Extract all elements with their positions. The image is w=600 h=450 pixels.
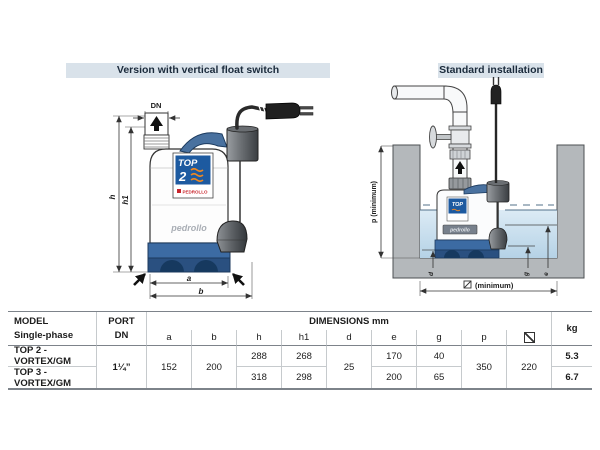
col-header-h1: h1 xyxy=(281,330,326,346)
sticker-top-text: TOP xyxy=(178,158,198,169)
float-ball-small xyxy=(489,228,507,249)
sticker-small-top: TOP xyxy=(451,202,464,208)
vertical-float-pump-diagram xyxy=(100,88,325,303)
cell-g-top3: 65 xyxy=(416,367,461,388)
valve-flange-bottom xyxy=(449,144,471,148)
float-cylinder-top xyxy=(487,181,509,186)
col-header-g: g xyxy=(416,330,461,346)
power-plug-vertical xyxy=(491,85,501,104)
dim-label-p: p (minimum) xyxy=(371,181,378,223)
model-header-line1: MODEL xyxy=(14,315,49,327)
valve-body xyxy=(451,130,469,144)
cell-b: 200 xyxy=(191,346,236,388)
model-header xyxy=(8,312,96,346)
col-header-p: p xyxy=(461,330,506,346)
col-header-a: a xyxy=(146,330,191,346)
valve-handwheel xyxy=(430,126,437,148)
pump-base-upper xyxy=(148,243,230,258)
dim-label-dn: DN xyxy=(150,101,162,110)
dim-label-g: g xyxy=(523,272,530,276)
cell-h1-top2: 268 xyxy=(281,346,326,367)
port-header-line2: DN xyxy=(114,329,129,341)
cell-h-top2: 288 xyxy=(236,346,281,367)
cell-kg-top3: 6.7 xyxy=(551,367,592,388)
cell-h1-top3: 298 xyxy=(281,367,326,388)
cylinder-top xyxy=(227,126,258,132)
height-dimension-lines xyxy=(119,116,131,272)
plug-prongs-vertical xyxy=(494,77,499,85)
right-panel-title: Standard installation xyxy=(439,64,543,76)
square-dimension-icon xyxy=(464,281,471,288)
cell-e-top2: 170 xyxy=(371,346,416,367)
left-panel-title: Version with vertical float switch xyxy=(66,63,330,78)
table-row-model-top2: TOP 2 - VORTEX/GM xyxy=(8,346,96,367)
sticker-pedrollo-text: PEDROLLO xyxy=(182,189,208,195)
dim-label-h: h xyxy=(108,194,117,200)
suction-flow-arrow-right xyxy=(233,274,244,285)
plug-prong-bottom xyxy=(300,113,313,116)
dim-label-b: b xyxy=(198,287,204,296)
dimensions-table xyxy=(8,311,592,390)
logo-panel-text: pedrollo xyxy=(450,227,470,234)
suction-flow-arrow-left xyxy=(134,274,145,285)
cell-h-top3: 318 xyxy=(236,367,281,388)
power-plug xyxy=(266,103,300,119)
cell-kg-top2: 5.3 xyxy=(551,346,592,367)
power-cable xyxy=(237,107,266,128)
port-header-line1: PORT xyxy=(108,315,135,327)
cell-dn: 1¼” xyxy=(96,346,146,388)
sticker-red-square xyxy=(177,189,181,193)
col-header-h: h xyxy=(236,330,281,346)
float-ball xyxy=(217,221,247,252)
cell-p: 350 xyxy=(461,346,506,388)
pipe-elbow xyxy=(444,86,467,114)
standard-installation-diagram xyxy=(368,68,590,310)
float-switch-cylinder xyxy=(227,128,258,161)
dimensions-header: DIMENSIONS mm xyxy=(146,312,551,330)
plug-prong-top xyxy=(300,107,313,110)
square-dimension-icon xyxy=(524,332,535,343)
cell-d: 25 xyxy=(326,346,371,388)
pipe-open-end xyxy=(392,86,398,99)
col-header-b: b xyxy=(191,330,236,346)
embossed-logo: pedrollo xyxy=(171,223,207,233)
dim-label-square-min: (minimum) xyxy=(475,281,514,290)
cell-a: 152 xyxy=(146,346,191,388)
cell-square: 220 xyxy=(506,346,551,388)
dim-label-a: a xyxy=(186,274,192,283)
dim-label-h1: h1 xyxy=(121,195,130,205)
cell-e-top3: 200 xyxy=(371,367,416,388)
dim-label-e: e xyxy=(543,272,550,276)
weight-header: kg xyxy=(551,312,592,346)
cell-g-top2: 40 xyxy=(416,346,461,367)
horizontal-pipe xyxy=(394,86,446,99)
dim-label-d: d xyxy=(428,272,435,276)
port-header xyxy=(96,312,146,346)
valve-flange-top xyxy=(449,126,471,130)
col-header-square xyxy=(506,330,551,346)
model-header-line2: Single-phase xyxy=(14,329,74,341)
valve-stem xyxy=(435,135,451,140)
sticker-number: 2 xyxy=(179,169,187,184)
table-row-model-top3: TOP 3 - VORTEX/GM xyxy=(14,366,72,389)
col-header-e: e xyxy=(371,330,416,346)
col-header-d: d xyxy=(326,330,371,346)
